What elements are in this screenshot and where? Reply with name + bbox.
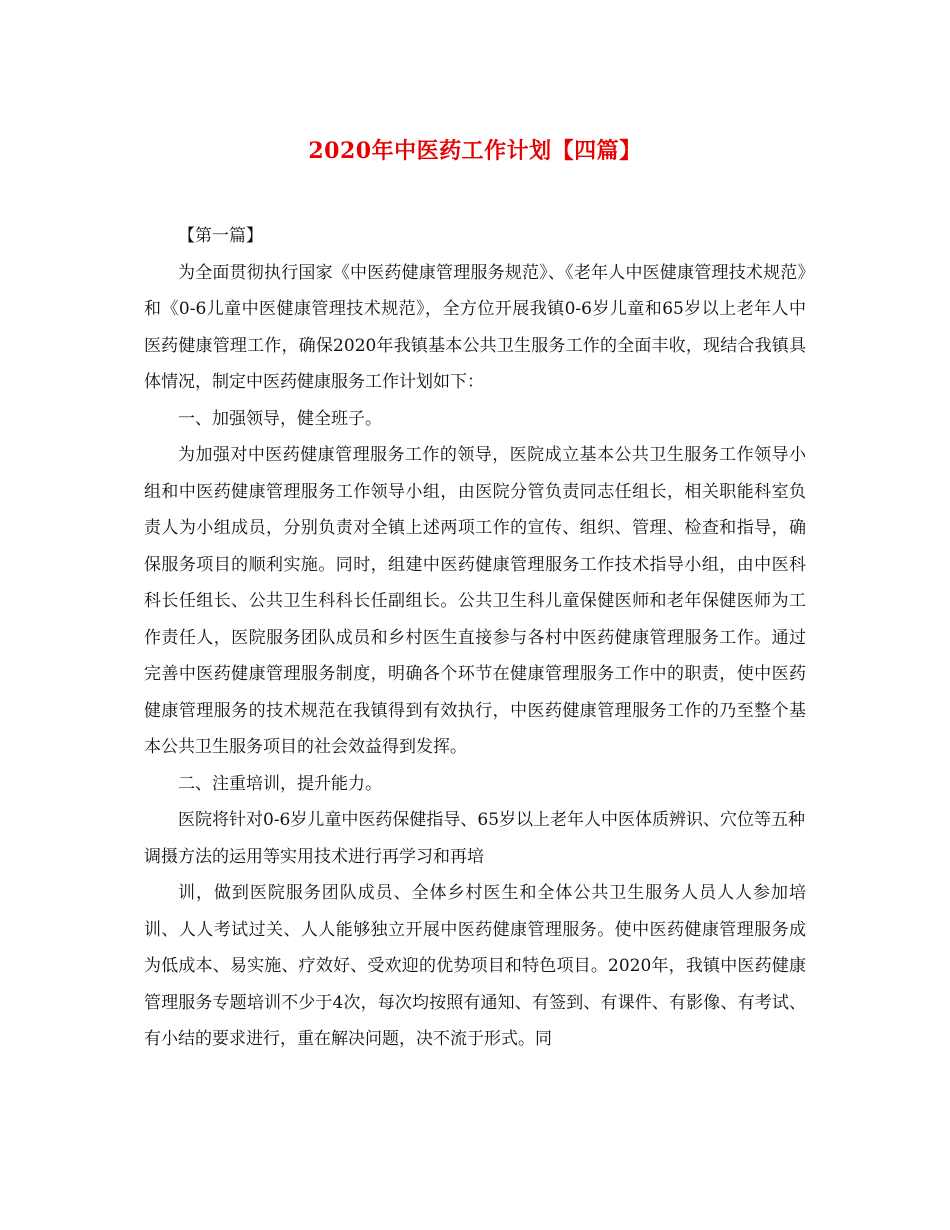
section-heading-first-part: 【第一篇】 — [178, 226, 263, 246]
section-heading-leadership: 一、加强领导，健全班子。 — [178, 408, 382, 429]
document-body — [144, 218, 806, 1058]
leadership-paragraph: 为加强对中医药健康管理服务工作的领导，医院成立基本公共卫生服务工作领导小组和中医药健康管理服务工作领导小组，由医院分管负责同志任组长，相关职能科室负责人为小组成员，分别负责对全镇上述两项工作的宣传、组织、管理、检查和指导，确保服务项目的顺利实施。同时，组建中医药健康管理服务工作技术指导小组，由中医科科长任组长、公共卫生科科长任副组长。公共卫生科儿童保健医师和老年保健医师为工作责任人，医院服务团队成员和乡村医生直接参与各村中医药健康管理服务工作。通过完善中医药健康管理服务制度，明确各个环节在健康管理服务工作中的职责，使中医药健康管理服务的技术规范在我镇得到有效执行，中医药健康管理服务工作的乃至整个基本公共卫生服务项目的社会效益得到发挥。 — [144, 445, 806, 757]
training-paragraph-part-2: 训，做到医院服务团队成员、全体乡村医生和全体公共卫生服务人员人人参加培训、人人考试过关、人人能够独立开展中医药健康管理服务。使中医药健康管理服务成为低成本、易实施、疗效好、受欢迎的优势项目和特色项目。2020年，我镇中医药健康管理服务专题培训不少于4次，每次均按照有通知、有签到、有课件、有影像、有考试、有小结的要求进行，重在解决问题，决不流于形式。同 — [144, 883, 806, 1049]
section-heading-training: 二、注重培训，提升能力。 — [178, 773, 382, 794]
document-title: 2020年中医药工作计划【四篇】 — [308, 138, 642, 164]
intro-paragraph: 为全面贯彻执行国家《中医药健康管理服务规范》、《老年人中医健康管理技术规范》和《0-6儿童中医健康管理技术规范》，全方位开展我镇0-6岁儿童和65岁以上老年人中医药健康管理工作，确保2020年我镇基本公共卫生服务工作的全面丰收，现结合我镇具体情况，制定中医药健康服务工作计划如下： — [144, 262, 806, 392]
training-paragraph-part-1: 医院将针对0-6岁儿童中医药保健指导、65岁以上老年人中医体质辨识、穴位等五种调摄方法的运用等实用技术进行再学习和再培 — [144, 810, 806, 867]
